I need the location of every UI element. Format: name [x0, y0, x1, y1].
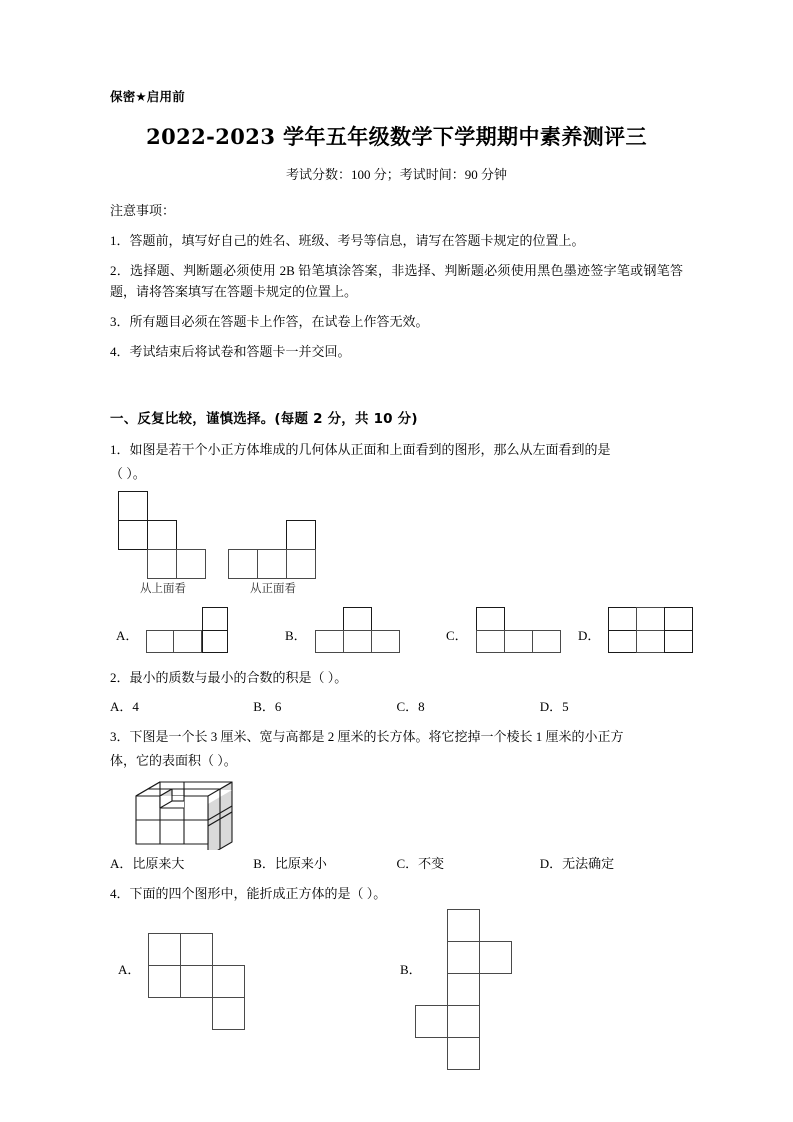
- question-4-stem: 4．下面的四个图形中，能折成正方体的是（ ）。: [110, 886, 387, 901]
- question-1-option-b-label[interactable]: B．: [285, 628, 307, 643]
- question-2-options: [110, 697, 683, 717]
- question-2-option-a[interactable]: A．4: [110, 699, 139, 714]
- notice-item-1: 1．答题前，填写好自己的姓名、班级、考号等信息，请写在答题卡规定的位置上。: [110, 233, 585, 248]
- question-4-option-a-label[interactable]: A．: [118, 962, 141, 977]
- notice-item-4: 4．考试结束后将试卷和答题卡一并交回。: [110, 344, 351, 359]
- question-2-option-d[interactable]: D．5: [539, 699, 569, 714]
- question-2-option-c[interactable]: C．8: [396, 699, 425, 714]
- question-3-option-a[interactable]: A．比原来大: [110, 856, 185, 871]
- cuboid-with-notch-svg: [114, 778, 254, 850]
- question-1-option-c-figure[interactable]: [476, 607, 564, 653]
- question-3-options: [110, 854, 683, 874]
- question-1-stem-line-2: （ ）。: [110, 466, 146, 481]
- question-3-figure: [110, 778, 683, 850]
- question-4-nets: [110, 915, 683, 1035]
- notice-heading: 注意事项：: [110, 203, 176, 218]
- question-4-option-b-label[interactable]: B．: [400, 962, 422, 977]
- section-title-1: 一、反复比较，谨慎选择。(每题 2 分，共 10 分): [110, 411, 418, 427]
- exam-meta: 考试分数：100 分；考试时间：90 分钟: [285, 167, 507, 182]
- page-title: 2022-2023 学年五年级数学下学期期中素养测评三: [146, 124, 647, 149]
- secret-label: 保密★启用前: [110, 89, 185, 104]
- question-4-option-a-net[interactable]: [148, 933, 278, 1033]
- question-1-figures: [110, 491, 683, 599]
- question-1-option-d-label[interactable]: D．: [578, 628, 601, 643]
- question-3-stem-line-2: 体，它的表面积（ ）。: [110, 753, 237, 768]
- question-3-option-c[interactable]: C．不变: [396, 856, 445, 871]
- notice-item-2: 2．选择题、判断题必须使用 2B 铅笔填涂答案，非选择、判断题必须使用黑色墨迹签字笔或钢笔答题，请将答案填写在答题卡规定的位置上。: [110, 263, 683, 299]
- question-3-option-d[interactable]: D．无法确定: [539, 856, 615, 871]
- figure-front-view: [228, 520, 368, 595]
- question-1-option-a-figure[interactable]: [146, 607, 230, 653]
- question-1-options: [110, 607, 683, 655]
- question-4-option-b-net[interactable]: [415, 909, 545, 1043]
- question-2-option-b[interactable]: B．6: [253, 699, 282, 714]
- question-1-option-b-figure[interactable]: [315, 607, 403, 653]
- question-1-stem-line-1: 1．如图是若干个小正方体堆成的几何体从正面和上面看到的图形，那么从左面看到的是: [110, 442, 611, 457]
- question-3-option-b[interactable]: B．比原来小: [253, 856, 327, 871]
- figure-top-view-caption: 从上面看: [140, 581, 186, 595]
- question-3-stem-line-1: 3．下图是一个长 3 厘米、宽与高都是 2 厘米的长方体。将它挖掉一个棱长 1 厘米的小正方: [110, 729, 624, 744]
- notice-item-3: 3．所有题目必须在答题卡上作答，在试卷上作答无效。: [110, 314, 429, 329]
- figure-front-view-caption: 从正面看: [250, 581, 296, 595]
- question-1-option-c-label[interactable]: C．: [446, 628, 468, 643]
- question-2-stem: 2．最小的质数与最小的合数的积是（ ）。: [110, 670, 348, 685]
- question-1-option-d-figure[interactable]: [608, 607, 700, 653]
- question-1-option-a-label[interactable]: A．: [116, 628, 139, 643]
